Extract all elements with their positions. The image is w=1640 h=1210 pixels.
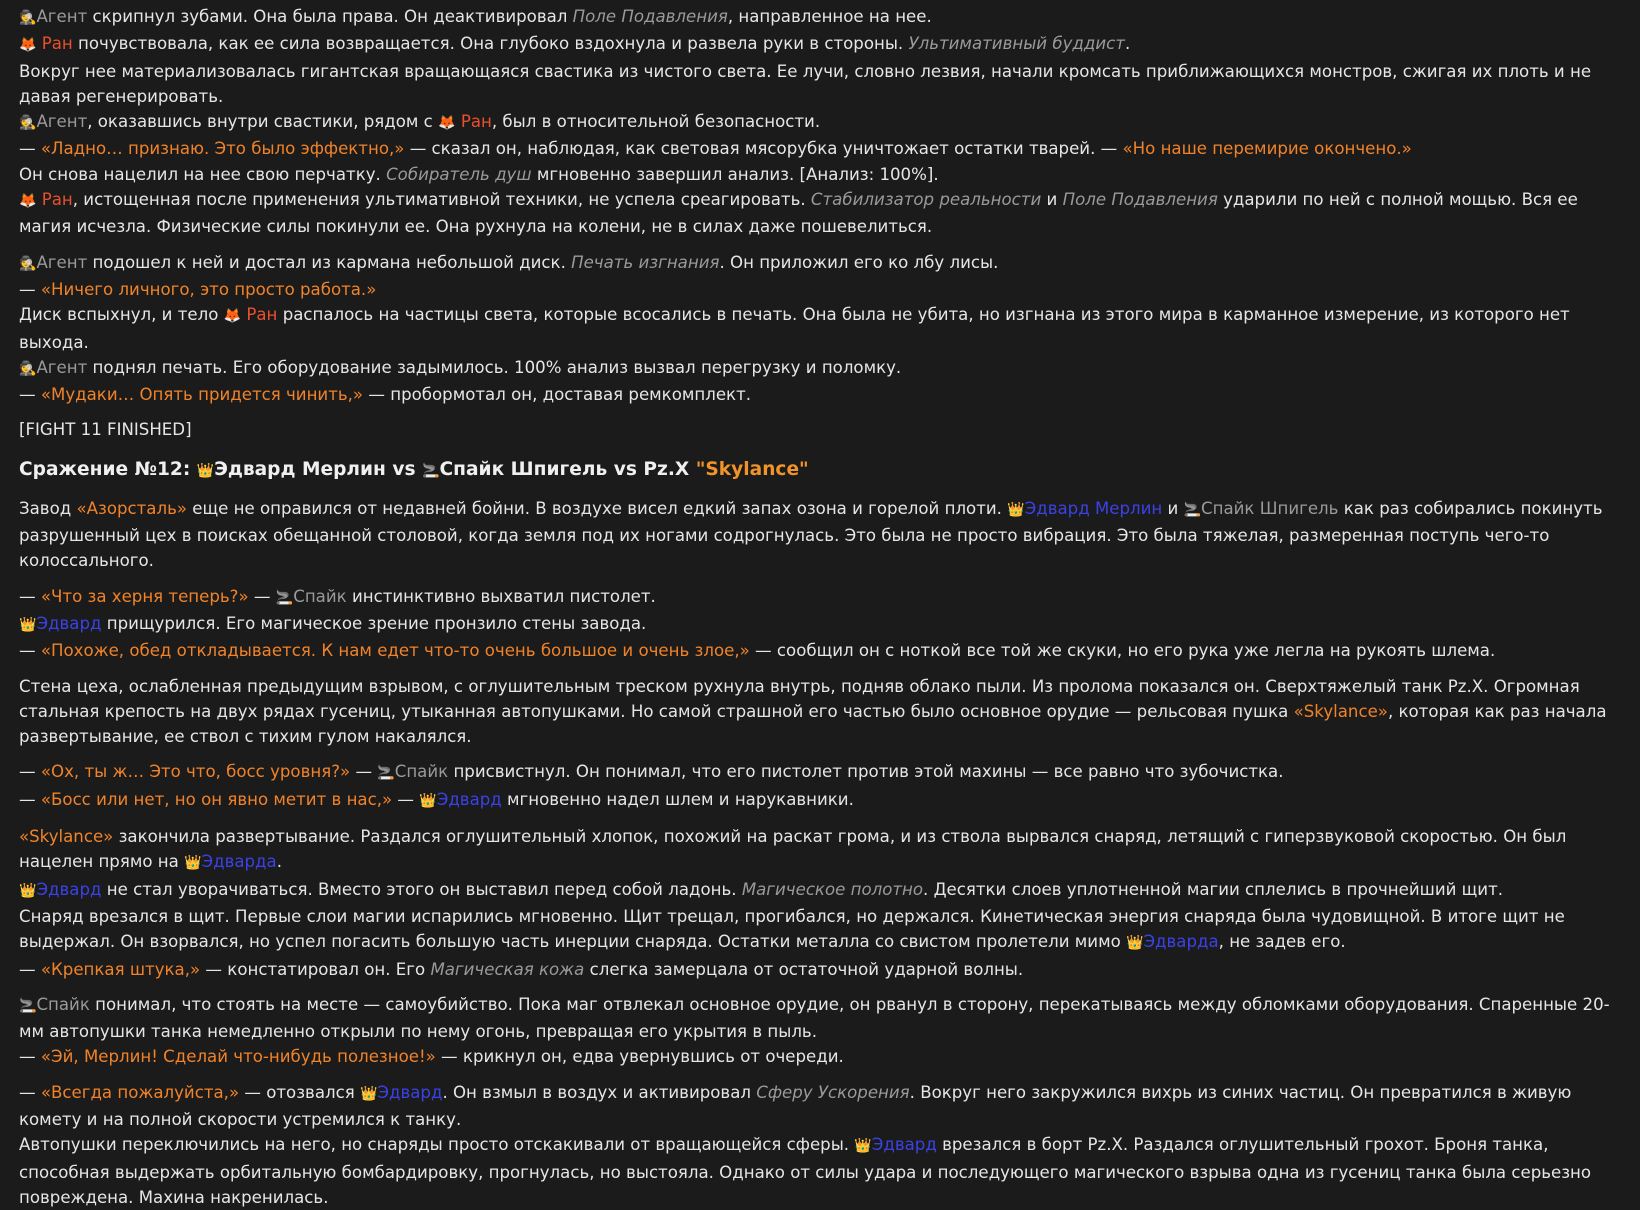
- text: закончила развертывание. Раздался оглушительный хлопок, похожий на раскат грома, и из ствола вырвался снаряд, летящий с гиперзвуковой скоростью. Он был нацелен прямо на: [19, 827, 1567, 872]
- text: — отозвался: [244, 1082, 355, 1102]
- character-edward: Эдвард: [871, 1135, 937, 1155]
- text: Снаряд врезался в щит. Первые слои магии испарились мгновенно. Щит трещал, прогибался, но держался. Кинетическая энергия снаряда была чудовищной. В итоге щит не выдержал. Он взорвался, но успел погасить большую часть инерции снаряда. Остатки металла со свистом пролетели мимо: [19, 906, 1565, 952]
- text: .: [276, 852, 282, 872]
- text: . Вокруг него закружился вихрь из синих частиц. Он превратился в живую комету и на полной скорости устремился к танку.: [19, 1082, 1572, 1129]
- cigarette-icon: 🚬: [422, 462, 440, 479]
- paragraph: [19, 904, 1622, 957]
- character-edward: Эдварда: [1143, 932, 1219, 952]
- agent-icon: 🕵: [19, 115, 37, 132]
- text: —: [355, 762, 373, 782]
- dash: —: [19, 762, 36, 782]
- dash: —: [19, 586, 36, 606]
- paragraph: [19, 787, 1622, 814]
- quote: «Ладно… признаю. Это было эффектно,»: [40, 139, 405, 159]
- character-spike: Спайк: [293, 586, 347, 606]
- character-edward: Эдварда: [201, 852, 277, 872]
- paragraph: [19, 136, 1622, 161]
- text: еще не оправился от недавней бойни. В воздухе висел едкий запах озона и горелой плоти.: [192, 498, 1002, 518]
- paragraph: [19, 187, 1622, 240]
- crown-icon: 👑: [1007, 501, 1025, 518]
- quote: «Skylance»: [19, 827, 114, 847]
- cigarette-icon: 🚬: [1183, 501, 1202, 518]
- text: подошел к ней и достал из кармана небольшой диск.: [92, 252, 566, 272]
- text: . Десятки слоев уплотненной магии сплелись в прочнейший щит.: [923, 879, 1504, 899]
- cigarette-icon: 🚬: [377, 765, 395, 782]
- paragraph: [19, 277, 1622, 302]
- paragraph: [19, 759, 1622, 786]
- skill-name: Магическая кожа: [430, 959, 585, 979]
- dash: —: [19, 279, 36, 299]
- paragraph: [19, 1132, 1622, 1210]
- character-ran: Ран: [41, 190, 73, 210]
- paragraph: [19, 1080, 1622, 1133]
- paragraph: [19, 992, 1622, 1045]
- agent-icon: 🕵: [19, 10, 37, 26]
- character-edward: Эдвард: [436, 789, 502, 809]
- text: присвистнул. Он понимал, что его пистолет против этой махины — все равно что зубочистка.: [453, 762, 1284, 782]
- heading-text: vs Pz.X: [613, 458, 690, 480]
- paragraph: [19, 162, 1622, 187]
- text: ударили по ней с полной мощью. Вся ее магия исчезла. Физические силы покинули ее. Она рухнула на колени, не в силах даже пошевелиться.: [19, 190, 1578, 237]
- text: — сообщил он с ноткой все той же скуки, но его рука уже легла на рукоять шлема.: [755, 641, 1496, 661]
- text: почувствовала, как ее сила возвращается. Она глубоко вздохнула и развела руки в стороны.: [78, 34, 904, 54]
- text: , не задев его.: [1218, 932, 1346, 952]
- crown-icon: 👑: [854, 1138, 872, 1155]
- text: Он снова нацелил на нее свою перчатку.: [19, 164, 381, 184]
- text: мгновенно завершил анализ. [Анализ: 100%].: [536, 164, 939, 184]
- text: — крикнул он, едва увернувшись от очереди.: [441, 1047, 844, 1067]
- quote: «Мудаки… Опять придется чинить,»: [40, 385, 364, 405]
- dash: —: [19, 789, 36, 809]
- crown-icon: 👑: [419, 792, 437, 809]
- quote: «Похоже, обед откладывается. К нам едет что-то очень большое и очень злое,»: [40, 641, 750, 661]
- fox-icon: 🦊: [19, 37, 37, 54]
- text: .: [1124, 34, 1131, 54]
- dash: —: [19, 959, 36, 979]
- text: , оказавшись внутри свастики, рядом с: [87, 112, 433, 132]
- text: . Он взмыл в воздух и активировал: [442, 1082, 751, 1102]
- dash: —: [19, 1082, 36, 1102]
- paragraph: [19, 584, 1622, 611]
- text: — пробормотал он, доставая ремкомплект.: [368, 385, 752, 405]
- text: мгновенно надел шлем и нарукавники.: [507, 789, 854, 809]
- fight-heading: [19, 455, 1622, 486]
- paragraph: [19, 957, 1622, 982]
- quote: «Крепкая штука,»: [40, 959, 201, 979]
- text: скрипнул зубами. Она была права. Он деактивировал: [92, 7, 568, 26]
- text: —: [253, 586, 271, 606]
- paragraph: [19, 250, 1622, 277]
- dash: —: [19, 641, 36, 661]
- paragraph: [19, 638, 1622, 663]
- character-edward: Эдвард: [36, 879, 102, 899]
- dash: —: [19, 139, 36, 159]
- text: врезался в борт Pz.X. Раздался оглушительный грохот. Броня танка, способная выдержать орбитальную бомбардировку, прогнулась, но выстояла. Однако от силы удара и последующего магического взрыва одна из гусениц танка была серьезно повреждена. Махина накренилась.: [19, 1135, 1592, 1207]
- text: понимал, что стоять на месте — самоубийство. Пока маг отвлекал основное орудие, он рванул в сторону, перекатываясь между обломками оборудования. Спаренные 20-мм автопушки танка немедленно открыли по нему огонь, превращая его укрытия в пыль.: [19, 994, 1610, 1042]
- paragraph: [19, 4, 1622, 31]
- paragraph: [19, 109, 1622, 136]
- paragraph: [19, 824, 1622, 877]
- quote: «Что за херня теперь?»: [40, 586, 249, 606]
- paragraph: [19, 877, 1622, 904]
- fight-finished-marker: [FIGHT 11 FINISHED]: [19, 420, 192, 440]
- quote: «Но наше перемирие окончено.»: [1122, 139, 1412, 159]
- text: , которая как раз начала развертывание, ее ствол с тихим гулом накалялся.: [19, 701, 1607, 747]
- quote: «Азорсталь»: [76, 498, 188, 518]
- skill-name: Стабилизатор реальности: [810, 190, 1042, 210]
- skill-name: Ультимативный буддист: [908, 34, 1125, 54]
- quote: «Ох, ты ж… Это что, босс уровня?»: [40, 762, 351, 782]
- text: , направленное на нее.: [727, 7, 932, 26]
- skill-name: Собиратель душ: [386, 164, 532, 184]
- text: распалось на частицы света, которые всосались в печать. Она была не убита, но изгнана из этого мира в карманное измерение, из которого нет выхода.: [19, 305, 1570, 352]
- text: и: [1167, 498, 1179, 518]
- paragraph: [19, 674, 1622, 750]
- heading-spike: Спайк Шпигель: [439, 458, 608, 480]
- quote: «Всегда пожалуйста,»: [40, 1082, 240, 1102]
- skill-name: Печать изгнания: [571, 252, 720, 272]
- cigarette-icon: 🚬: [275, 589, 294, 606]
- agent-icon: 🕵: [19, 255, 37, 272]
- character-agent: Агент: [36, 252, 88, 272]
- agent-icon: 🕵: [19, 360, 37, 377]
- character-ran: Ран: [41, 34, 73, 54]
- skill-name: Поле Подавления: [1062, 190, 1218, 210]
- text: прищурился. Его магическое зрение пронзило стены завода.: [106, 613, 647, 633]
- character-spike: Спайк: [394, 762, 449, 782]
- cigarette-icon: 🚬: [19, 997, 37, 1014]
- fox-icon: 🦊: [19, 193, 37, 210]
- heading-text: vs: [392, 458, 416, 480]
- character-spike: Спайк Шпигель: [1201, 498, 1339, 518]
- text: инстинктивно выхватил пистолет.: [351, 586, 656, 606]
- character-ran: Ран: [246, 305, 278, 325]
- text: Завод: [19, 498, 72, 518]
- fox-icon: 🦊: [438, 115, 456, 132]
- crown-icon: 👑: [196, 462, 215, 479]
- text: Диск вспыхнул, и тело: [19, 305, 219, 325]
- heading-skylance: "Skylance": [695, 458, 809, 480]
- text: — сказал он, наблюдая, как световая мясорубка уничтожает остатки тварей. —: [409, 139, 1118, 159]
- character-ran: Ран: [460, 112, 492, 132]
- skill-name: Сферу Ускорения: [756, 1082, 910, 1102]
- crown-icon: 👑: [184, 855, 202, 872]
- text: слегка замерцала от остаточной ударной волны.: [589, 959, 1024, 979]
- dash: —: [19, 385, 36, 405]
- character-agent: Агент: [36, 112, 88, 132]
- paragraph: [19, 496, 1622, 574]
- character-edward: Эдвард: [377, 1082, 443, 1102]
- text: и: [1046, 190, 1058, 210]
- crown-icon: 👑: [359, 1085, 378, 1102]
- text: поднял печать. Его оборудование задымилось. 100% анализ вызвал перегрузку и поломку.: [92, 357, 902, 377]
- crown-icon: 👑: [19, 616, 37, 633]
- skill-name: Магическое полотно: [741, 879, 924, 899]
- quote: «Skylance»: [1293, 701, 1388, 721]
- text: как раз собирались покинуть разрушенный цех в поисках обещанной столовой, когда земля под их ногами содрогнулась. Это была не просто вибрация. Это была тяжелая, размеренная поступь чего-то колоссального.: [19, 498, 1603, 571]
- skill-name: Поле Подавления: [572, 7, 728, 26]
- character-edward: Эдвард: [36, 613, 102, 633]
- text: Стена цеха, ослабленная предыдущим взрывом, с оглушительным треском рухнула внутрь, подняв облако пыли. Из пролома показался он. Сверхтяжелый танк Pz.X. Огромная стальная крепость на двух рядах гусениц, утыканная автопушками. Но самой страшной его частью было основное орудие — рельсовая пушка: [19, 676, 1580, 721]
- character-agent: Агент: [36, 7, 88, 26]
- fox-icon: 🦊: [223, 308, 242, 325]
- quote: «Эй, Мерлин! Сделай что-нибудь полезное!»: [40, 1047, 436, 1067]
- paragraph: [19, 355, 1622, 382]
- text: не стал уворачиваться. Вместо этого он выставил перед собой ладонь.: [106, 879, 737, 899]
- crown-icon: 👑: [1126, 935, 1144, 952]
- quote: «Ничего личного, это просто работа.»: [40, 279, 377, 299]
- text: Автопушки переключились на него, но снаряды просто отскакивали от вращающейся сферы.: [19, 1135, 850, 1155]
- paragraph: [19, 611, 1622, 638]
- text: — констатировал он. Его: [205, 959, 426, 979]
- paragraph: [19, 1044, 1622, 1069]
- paragraph: [19, 382, 1622, 407]
- character-edward: Эдвард Мерлин: [1024, 498, 1163, 518]
- heading-text: Сражение №12:: [19, 458, 191, 480]
- character-agent: Агент: [36, 357, 88, 377]
- text: —: [397, 789, 415, 809]
- paragraph: Вокруг нее материализовалась гигантская вращающаяся свастика из чистого света. Ее лучи, словно лезвия, начали кромсать приближающихся монстров, сжигая их плоть и не давая регенерировать.: [19, 61, 1592, 106]
- dash: —: [19, 1047, 36, 1067]
- text: , истощенная после применения ультимативной техники, не успела среагировать.: [72, 190, 806, 210]
- text: , был в относительной безопасности.: [491, 112, 821, 132]
- crown-icon: 👑: [19, 882, 37, 899]
- paragraph: [19, 302, 1622, 355]
- text: . Он приложил его ко лбу лисы.: [719, 252, 999, 272]
- paragraph: [19, 31, 1622, 58]
- character-spike: Спайк: [36, 994, 90, 1014]
- heading-edward: Эдвард Мерлин: [214, 458, 386, 480]
- quote: «Босс или нет, но он явно метит в нас,»: [40, 789, 393, 809]
